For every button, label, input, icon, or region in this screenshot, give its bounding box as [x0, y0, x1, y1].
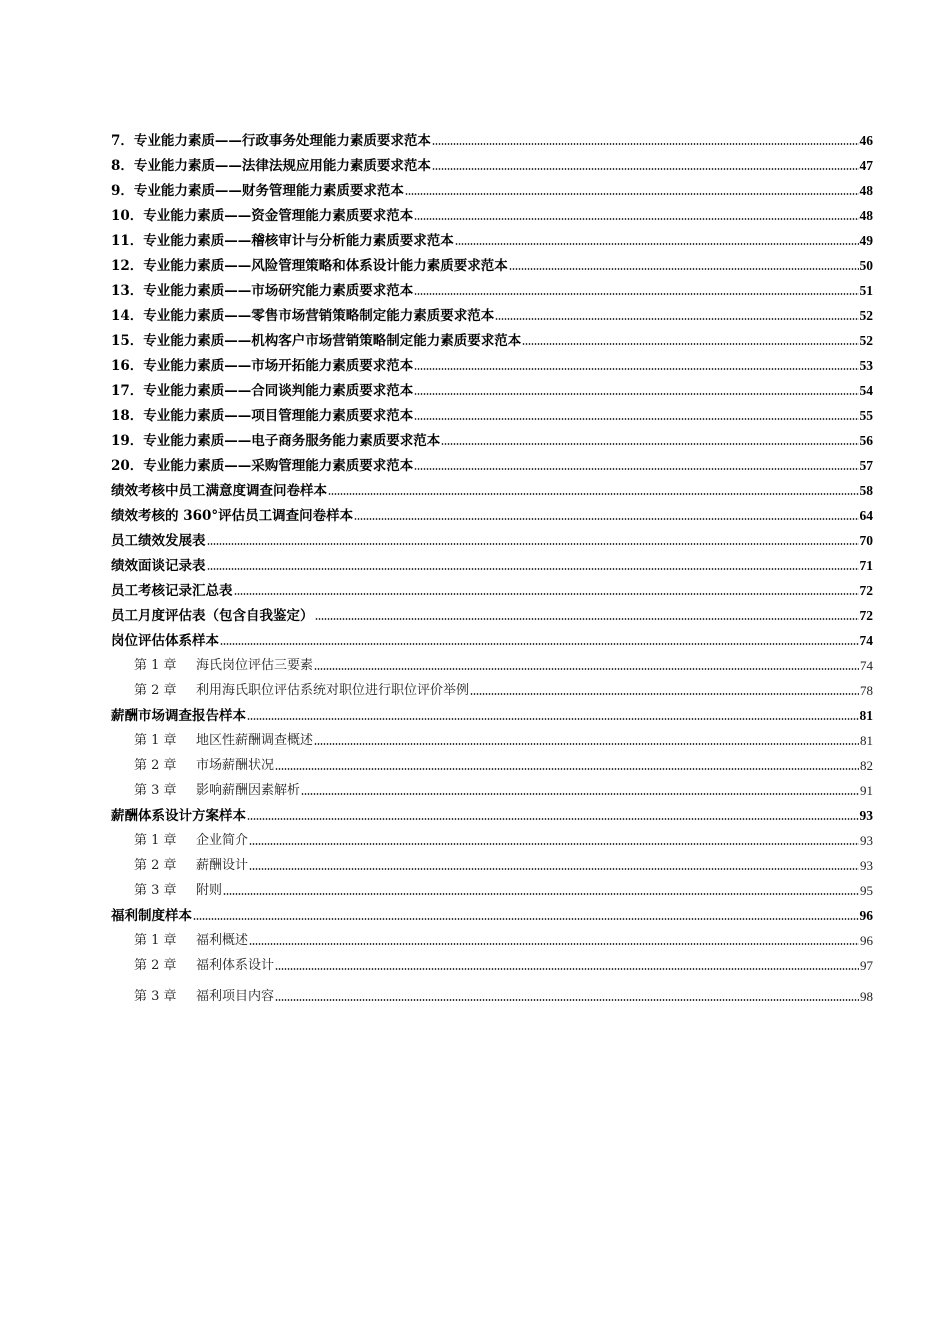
- toc-chapter-number: 第 2 章: [134, 958, 177, 973]
- toc-entry[interactable]: [111, 349, 873, 374]
- toc-subentry[interactable]: [111, 724, 873, 749]
- toc-subentry[interactable]: [111, 649, 873, 674]
- toc-entry-title: 9．专业能力素质——财务管理能力素质要求范本: [111, 183, 404, 199]
- toc-entry-title: [134, 989, 274, 1005]
- toc-entry[interactable]: [111, 274, 873, 299]
- toc-subentry[interactable]: [111, 849, 873, 874]
- toc-entry[interactable]: [111, 149, 873, 174]
- toc-page-number: 72: [859, 608, 873, 623]
- toc-dot-leader: [207, 543, 859, 545]
- toc-entry-title: 13．专业能力素质——市场研究能力素质要求范本: [111, 283, 414, 299]
- toc-entry-title: 16．专业能力素质——市场开拓能力素质要求范本: [111, 358, 414, 374]
- toc-dot-leader: [432, 143, 859, 145]
- toc-entry[interactable]: [111, 174, 873, 199]
- toc-entry-title: [134, 958, 274, 974]
- toc-entry-title: [134, 833, 248, 849]
- toc-entry[interactable]: [111, 424, 873, 449]
- toc-dot-leader: [414, 293, 858, 295]
- toc-entry[interactable]: [111, 599, 873, 624]
- toc-dot-leader: [223, 893, 859, 895]
- toc-entry-title: 20．专业能力素质——采购管理能力素质要求范本: [111, 458, 414, 474]
- toc-chapter-title: 福利体系设计: [196, 958, 275, 973]
- toc-chapter-title: 影响薪酬因素解析: [196, 783, 301, 798]
- toc-entry-title: 15．专业能力素质——机构客户市场营销策略制定能力素质要求范本: [111, 333, 522, 349]
- toc-chapter-title: 薪酬设计: [196, 858, 249, 873]
- toc-dot-leader: [301, 793, 859, 795]
- toc-chapter-number: 第 3 章: [134, 883, 177, 898]
- toc-entry-title: [134, 933, 248, 949]
- toc-dot-leader: [470, 693, 859, 695]
- toc-page-number: 54: [859, 383, 873, 398]
- toc-dot-leader: [234, 593, 859, 595]
- toc-dot-leader: [414, 218, 858, 220]
- toc-page-number: 81: [859, 708, 873, 723]
- toc-chapter-number: 第 1 章: [134, 733, 177, 748]
- toc-dot-leader: [247, 718, 859, 720]
- toc-dot-leader: [220, 643, 859, 645]
- toc-chapter-number: 第 2 章: [134, 683, 177, 698]
- toc-subentry[interactable]: [111, 924, 873, 949]
- toc-entry-title: [134, 858, 248, 874]
- toc-entry-title: [134, 758, 274, 774]
- toc-page-number: 71: [859, 558, 873, 573]
- toc-page-number: 56: [859, 433, 873, 448]
- toc-dot-leader: [249, 843, 859, 845]
- toc-dot-leader: [522, 343, 858, 345]
- toc-entry-title: [134, 658, 313, 674]
- toc-page-number: 93: [859, 808, 873, 823]
- toc-dot-leader: [193, 918, 859, 920]
- toc-chapter-title: 福利概述: [196, 933, 249, 948]
- toc-entry[interactable]: [111, 524, 873, 549]
- toc-entry[interactable]: [111, 549, 873, 574]
- toc-chapter-number: 第 1 章: [134, 658, 177, 673]
- toc-entry-title: 员工月度评估表（包含自我鉴定）: [111, 608, 314, 624]
- toc-entry-title: 薪酬市场调查报告样本: [111, 708, 246, 724]
- toc-page-number: 58: [859, 483, 873, 498]
- toc-entry-title: [134, 733, 313, 749]
- toc-entry-title: 11．专业能力素质——稽核审计与分析能力素质要求范本: [111, 233, 454, 249]
- toc-entry-title: 10．专业能力素质——资金管理能力素质要求范本: [111, 208, 414, 224]
- toc-page-number: 48: [859, 183, 873, 198]
- toc-page-number: 97: [860, 958, 873, 973]
- toc-chapter-title: 附则: [196, 883, 223, 898]
- toc-page-number: 51: [859, 283, 873, 298]
- toc-dot-leader: [509, 268, 859, 270]
- toc-page-number: 81: [860, 733, 873, 748]
- toc-page-number: 48: [859, 208, 873, 223]
- toc-entry[interactable]: [111, 249, 873, 274]
- toc-page-number: 50: [859, 258, 873, 273]
- toc-entry-title: 员工绩效发展表: [111, 533, 206, 549]
- toc-subentry[interactable]: [111, 824, 873, 849]
- toc-entry[interactable]: [111, 799, 873, 824]
- toc-entry-title: 薪酬体系设计方案样本: [111, 808, 246, 824]
- toc-page-number: 96: [859, 908, 873, 923]
- toc-dot-leader: [275, 968, 859, 970]
- toc-chapter-title: 福利项目内容: [196, 989, 275, 1004]
- toc-page-number: 72: [859, 583, 873, 598]
- toc-page-number: 93: [860, 858, 873, 873]
- toc-page-number: 98: [860, 989, 873, 1004]
- toc-entry[interactable]: [111, 299, 873, 324]
- toc-page-number: 47: [859, 158, 873, 173]
- toc-page-number: 46: [859, 133, 873, 148]
- toc-entry-title: 18．专业能力素质——项目管理能力素质要求范本: [111, 408, 414, 424]
- toc-dot-leader: [354, 518, 858, 520]
- toc-subentry[interactable]: [111, 774, 873, 799]
- toc-page-number: 57: [859, 458, 873, 473]
- toc-dot-leader: [414, 418, 858, 420]
- toc-page-number: 49: [859, 233, 873, 248]
- toc-chapter-number: 第 2 章: [134, 758, 177, 773]
- toc-entry-title: 19．专业能力素质——电子商务服务能力素质要求范本: [111, 433, 441, 449]
- toc-dot-leader: [249, 943, 859, 945]
- toc-chapter-number: 第 3 章: [134, 989, 177, 1004]
- toc-dot-leader: [249, 868, 859, 870]
- toc-chapter-title: 利用海氏职位评估系统对职位进行职位评价举例: [196, 683, 470, 698]
- toc-entry-title: 绩效考核的 360°评估员工调查问卷样本: [111, 508, 354, 524]
- toc-page-number: 91: [860, 783, 873, 798]
- toc-chapter-number: 第 3 章: [134, 783, 177, 798]
- toc-chapter-title: 海氏岗位评估三要素: [196, 658, 314, 673]
- toc-chapter-number: 第 1 章: [134, 933, 177, 948]
- toc-chapter-title: 市场薪酬状况: [196, 758, 275, 773]
- toc-dot-leader: [455, 243, 859, 245]
- toc-entry[interactable]: [111, 574, 873, 599]
- toc-entry[interactable]: [111, 199, 873, 224]
- toc-subentry[interactable]: [111, 749, 873, 774]
- table-of-contents: [111, 124, 873, 1005]
- toc-dot-leader: [275, 999, 859, 1001]
- toc-page-number: 95: [860, 883, 873, 898]
- toc-subentry[interactable]: [111, 949, 873, 974]
- toc-page-number: 52: [859, 333, 873, 348]
- toc-entry[interactable]: [111, 224, 873, 249]
- toc-entry-title: 岗位评估体系样本: [111, 633, 219, 649]
- toc-page-number: 52: [859, 308, 873, 323]
- toc-dot-leader: [247, 818, 859, 820]
- toc-entry-title: 绩效面谈记录表: [111, 558, 206, 574]
- toc-entry[interactable]: [111, 124, 873, 149]
- toc-entry-title: [134, 683, 469, 699]
- toc-page-number: 74: [860, 658, 873, 673]
- toc-entry[interactable]: [111, 474, 873, 499]
- toc-dot-leader: [414, 468, 858, 470]
- toc-entry-title: 福利制度样本: [111, 908, 192, 924]
- toc-subentry[interactable]: [111, 980, 873, 1005]
- toc-page-number: 82: [860, 758, 873, 773]
- toc-dot-leader: [432, 168, 859, 170]
- toc-entry[interactable]: [111, 324, 873, 349]
- toc-entry-title: 8．专业能力素质——法律法规应用能力素质要求范本: [111, 158, 431, 174]
- toc-entry-title: 17．专业能力素质——合同谈判能力素质要求范本: [111, 383, 414, 399]
- toc-page-number: 55: [859, 408, 873, 423]
- toc-dot-leader: [314, 743, 859, 745]
- toc-dot-leader: [405, 193, 859, 195]
- toc-page-number: 64: [859, 508, 873, 523]
- toc-page-number: 78: [860, 683, 873, 698]
- toc-dot-leader: [275, 768, 859, 770]
- toc-dot-leader: [314, 668, 859, 670]
- toc-page-number: 93: [860, 833, 873, 848]
- toc-page-number: 70: [859, 533, 873, 548]
- toc-entry[interactable]: [111, 699, 873, 724]
- toc-entry-title: [134, 783, 300, 799]
- toc-entry[interactable]: [111, 899, 873, 924]
- toc-entry-title: [134, 883, 222, 899]
- toc-subentry[interactable]: [111, 674, 873, 699]
- toc-page-number: 53: [859, 358, 873, 373]
- toc-entry[interactable]: [111, 449, 873, 474]
- toc-dot-leader: [328, 493, 859, 495]
- toc-entry[interactable]: [111, 499, 873, 524]
- toc-subentry[interactable]: [111, 874, 873, 899]
- toc-dot-leader: [414, 368, 858, 370]
- toc-entry[interactable]: [111, 399, 873, 424]
- toc-chapter-title: 企业简介: [196, 833, 249, 848]
- toc-dot-leader: [495, 318, 858, 320]
- toc-dot-leader: [441, 443, 858, 445]
- toc-entry-title: 7．专业能力素质——行政事务处理能力素质要求范本: [111, 133, 431, 149]
- toc-entry-title: 员工考核记录汇总表: [111, 583, 233, 599]
- toc-entry[interactable]: [111, 374, 873, 399]
- toc-chapter-title: 地区性薪酬调查概述: [196, 733, 314, 748]
- toc-dot-leader: [315, 618, 859, 620]
- toc-page-number: 74: [859, 633, 873, 648]
- toc-entry[interactable]: [111, 624, 873, 649]
- toc-entry-title: 14．专业能力素质——零售市场营销策略制定能力素质要求范本: [111, 308, 495, 324]
- toc-dot-leader: [207, 568, 859, 570]
- toc-entry-title: 12．专业能力素质——风险管理策略和体系设计能力素质要求范本: [111, 258, 508, 274]
- toc-chapter-number: 第 1 章: [134, 833, 177, 848]
- toc-page-number: 96: [860, 933, 873, 948]
- toc-entry-title: 绩效考核中员工满意度调查问卷样本: [111, 483, 327, 499]
- toc-chapter-number: 第 2 章: [134, 858, 177, 873]
- toc-dot-leader: [414, 393, 858, 395]
